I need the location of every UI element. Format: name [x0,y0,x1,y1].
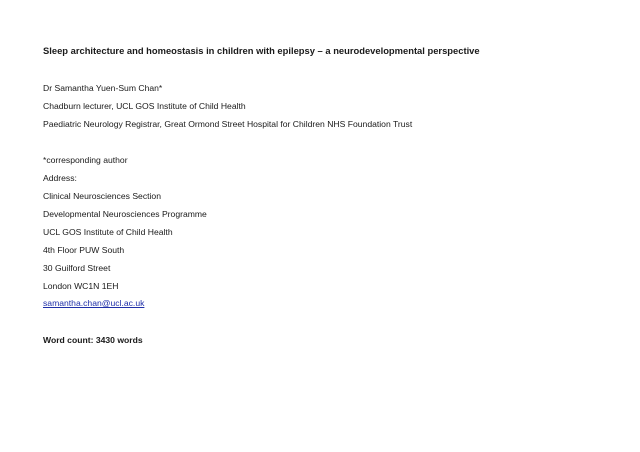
address-line: UCL GOS Institute of Child Health [43,227,173,237]
email-link[interactable]: samantha.chan@ucl.ac.uk [43,298,145,308]
word-count: Word count: 3430 words [43,335,143,345]
paper-title: Sleep architecture and homeostasis in children with epilepsy – a neurodevelopmental perspective [43,45,480,56]
corresponding-author-note: *corresponding author [43,155,128,165]
address-label: Address: [43,173,77,183]
address-line: 4th Floor PUW South [43,245,125,255]
address-line: Developmental Neurosciences Programme [43,209,207,219]
author-name: Dr Samantha Yuen-Sum Chan* [43,83,163,93]
address-line: Clinical Neurosciences Section [43,191,161,201]
address-line: London WC1N 1EH [43,281,119,291]
author-affiliation: Paediatric Neurology Registrar, Great Ormond Street Hospital for Children NHS Foundation Trust [43,119,413,129]
author-affiliation: Chadburn lecturer, UCL GOS Institute of Child Health [43,101,246,111]
address-line: 30 Guilford Street [43,263,111,273]
